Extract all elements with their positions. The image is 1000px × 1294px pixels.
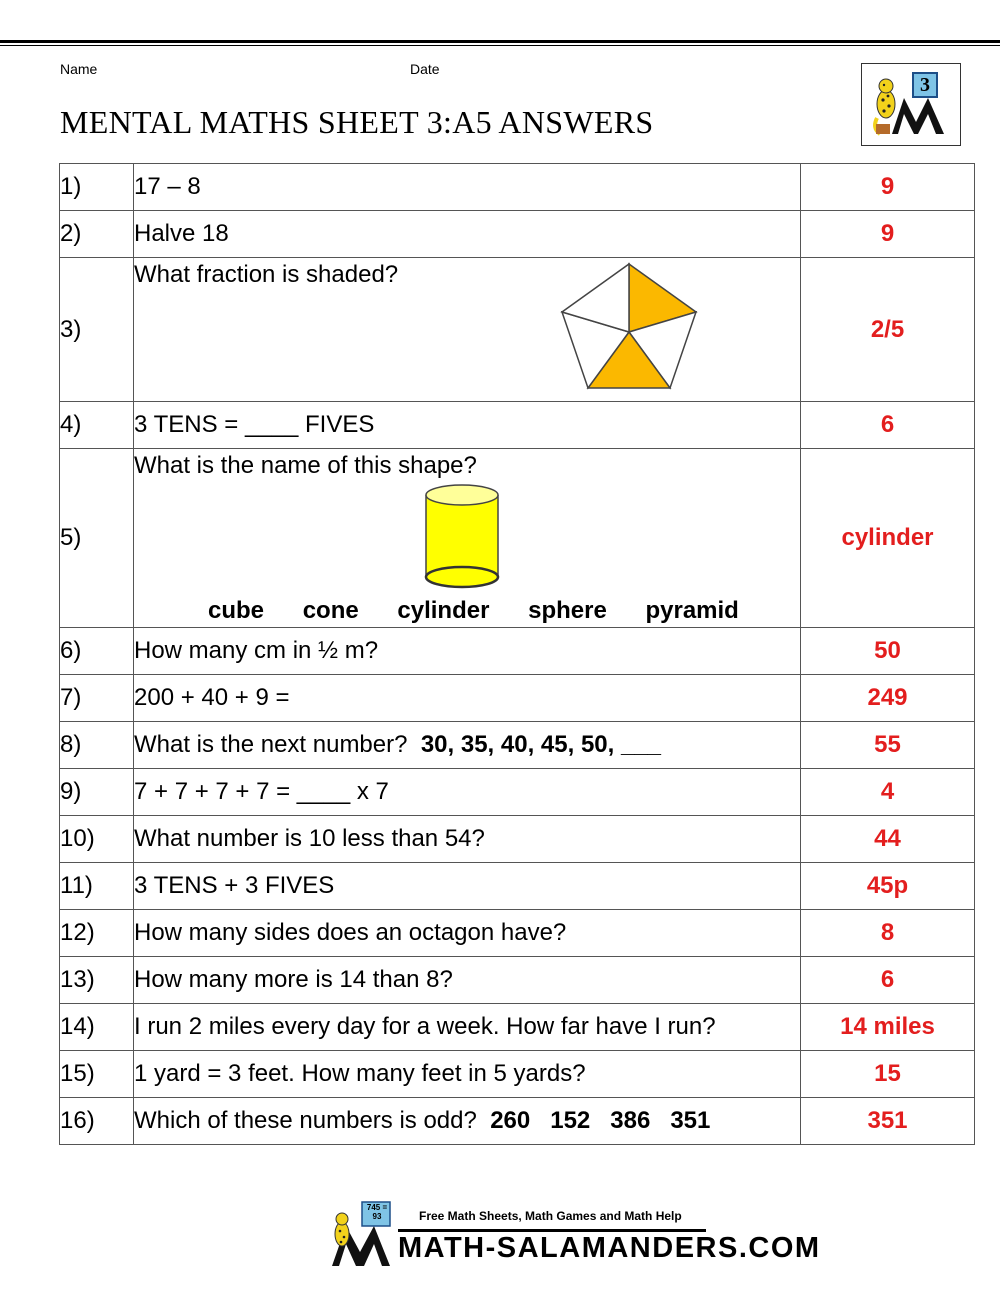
- table-row: [60, 1098, 975, 1145]
- choice-item: cube: [208, 597, 265, 624]
- choice-item: cylinder: [397, 597, 490, 624]
- question-number: 15): [60, 1051, 134, 1098]
- question-text: I run 2 miles every day for a week. How far have I run?: [134, 1004, 801, 1051]
- answer: 2/5: [801, 258, 975, 402]
- question-text: How many sides does an octagon have?: [134, 910, 801, 957]
- question-text: What is the next number?: [134, 731, 408, 758]
- salamander-icon: [862, 64, 960, 145]
- answer: 4: [801, 769, 975, 816]
- question-text: What fraction is shaded?: [134, 261, 399, 288]
- question-text: How many more is 14 than 8?: [134, 957, 801, 1004]
- footer-site-link[interactable]: MATH-SALAMANDERS.COM: [398, 1232, 821, 1264]
- answer: 14 miles: [801, 1004, 975, 1051]
- question-number: 13): [60, 957, 134, 1004]
- answer: 55: [801, 722, 975, 769]
- page-title: MENTAL MATHS SHEET 3:A5 ANSWERS: [60, 104, 654, 140]
- table-row: [60, 816, 975, 863]
- question-text: Which of these numbers is odd?: [134, 1107, 477, 1134]
- table-row: [60, 910, 975, 957]
- table-row: [60, 164, 975, 211]
- answer: 50: [801, 628, 975, 675]
- table-row: [60, 675, 975, 722]
- footer-logo-text: 745 = 93: [366, 1203, 388, 1221]
- question-text: Halve 18: [134, 211, 801, 258]
- answer: 9: [801, 164, 975, 211]
- table-row: [60, 449, 975, 628]
- table-row: [60, 1051, 975, 1098]
- table-row: [60, 769, 975, 816]
- question-cell: [134, 722, 801, 769]
- cylinder-icon: [424, 483, 500, 591]
- question-number: 2): [60, 211, 134, 258]
- top-rule-thin: [0, 45, 1000, 46]
- question-number: 5): [60, 449, 134, 628]
- question-text: 17 – 8: [134, 164, 801, 211]
- question-number: 4): [60, 402, 134, 449]
- question-number: 14): [60, 1004, 134, 1051]
- question-text: 7 + 7 + 7 + 7 = ____ x 7: [134, 769, 801, 816]
- table-row: [60, 1004, 975, 1051]
- answer: 8: [801, 910, 975, 957]
- question-text: How many cm in ½ m?: [134, 628, 801, 675]
- table-row: [60, 957, 975, 1004]
- name-label: Name: [60, 61, 98, 77]
- grade-number: 3: [912, 72, 938, 98]
- answer: 9: [801, 211, 975, 258]
- question-number: 7): [60, 675, 134, 722]
- pentagon-icon: [557, 262, 701, 392]
- question-number: 6): [60, 628, 134, 675]
- table-row: [60, 628, 975, 675]
- table-row: [60, 722, 975, 769]
- question-cell: [134, 449, 801, 628]
- table-row: [60, 863, 975, 910]
- question-text: 1 yard = 3 feet. How many feet in 5 yards?: [134, 1051, 801, 1098]
- question-text: 200 + 40 + 9 =: [134, 675, 801, 722]
- date-label: Date: [410, 61, 440, 77]
- table-row: [60, 258, 975, 402]
- question-cell: [134, 258, 801, 402]
- question-text: 3 TENS + 3 FIVES: [134, 863, 801, 910]
- question-number: 12): [60, 910, 134, 957]
- answer: 45p: [801, 863, 975, 910]
- question-text: What number is 10 less than 54?: [134, 816, 801, 863]
- table-row: [60, 402, 975, 449]
- answer: cylinder: [801, 449, 975, 628]
- answer: 351: [801, 1098, 975, 1145]
- question-number: 9): [60, 769, 134, 816]
- question-number: 16): [60, 1098, 134, 1145]
- table-row: [60, 211, 975, 258]
- answer: 15: [801, 1051, 975, 1098]
- question-number: 1): [60, 164, 134, 211]
- question-cell: [134, 1098, 801, 1145]
- choice-item: pyramid: [645, 597, 739, 624]
- answer: 6: [801, 957, 975, 1004]
- answer: 44: [801, 816, 975, 863]
- question-text: What is the name of this shape?: [134, 452, 477, 479]
- choice-item: sphere: [528, 597, 607, 624]
- questions-table: [59, 163, 975, 1145]
- answer: 249: [801, 675, 975, 722]
- question-number: 8): [60, 722, 134, 769]
- choice-item: cone: [302, 597, 359, 624]
- grade-logo: [861, 63, 961, 146]
- number-options: 260 152 386 351: [490, 1107, 711, 1134]
- answer: 6: [801, 402, 975, 449]
- question-number: 3): [60, 258, 134, 402]
- question-text: 3 TENS = ____ FIVES: [134, 402, 801, 449]
- question-number: 11): [60, 863, 134, 910]
- question-number: 10): [60, 816, 134, 863]
- footer-tagline: Free Math Sheets, Math Games and Math Help: [419, 1209, 682, 1223]
- top-rule: [0, 40, 1000, 43]
- number-sequence: 30, 35, 40, 45, 50, ___: [420, 731, 662, 758]
- answer-choices: [208, 597, 765, 625]
